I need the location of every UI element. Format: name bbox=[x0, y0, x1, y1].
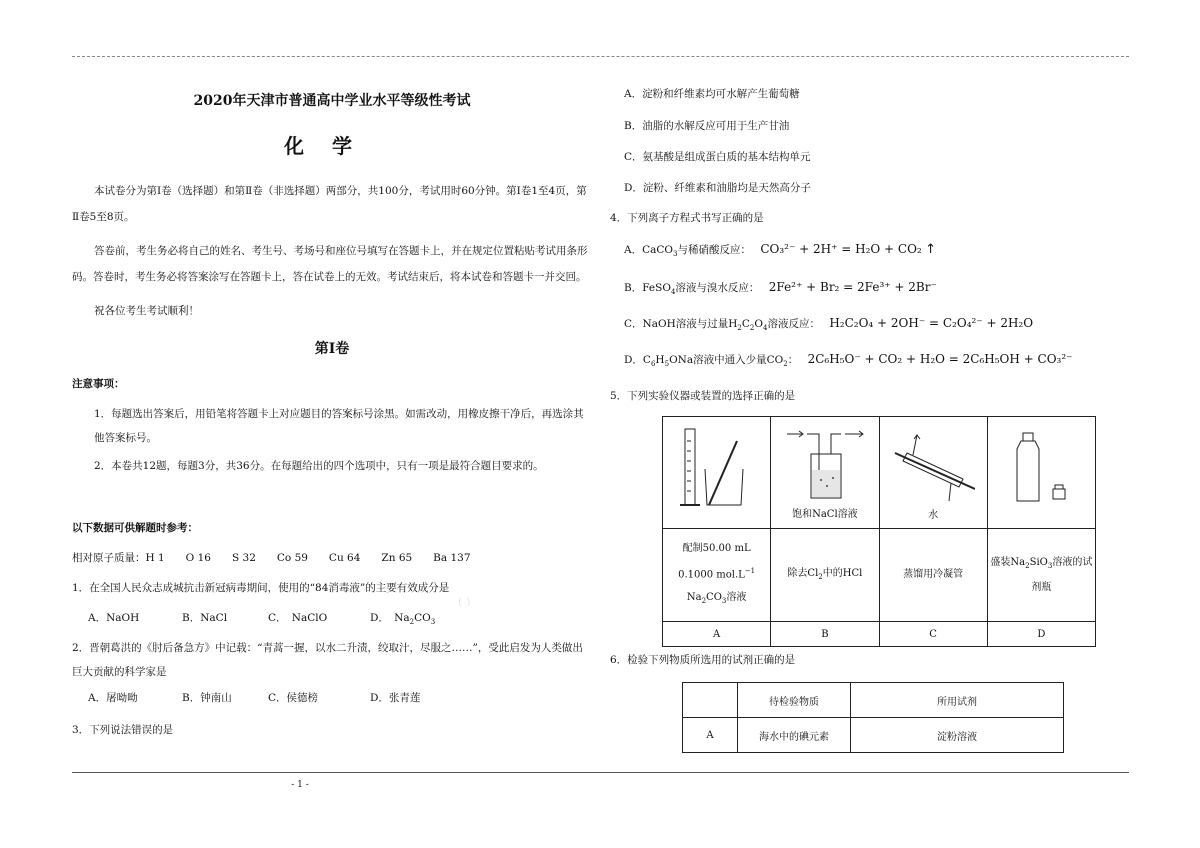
q1-option-c: C． NaClO bbox=[268, 612, 328, 624]
caption-a: 配制50.00 mL 0.1000 $mol.L^{-1}$ $Na_2CO_3$溶液 bbox=[663, 529, 771, 622]
caption-c: 蒸馏用冷凝管 bbox=[879, 529, 987, 622]
condenser-icon bbox=[891, 425, 975, 509]
q5-apparatus-table bbox=[662, 416, 1096, 647]
q4-b-formula: 2Fe²⁺ + Br₂ = 2Fe³⁺ + 2Br⁻ bbox=[768, 280, 937, 294]
q1-option-a: A．NaOH bbox=[88, 612, 140, 624]
note-item-2: 2．本卷共12题，每题3分，共36分。在每题给出的四个选项中，只有一项是最符合题目要求的。 bbox=[94, 460, 544, 472]
q4-a-formula: CO₃²⁻ + 2H⁺ = H₂O + CO₂ bbox=[760, 242, 922, 256]
notes-heading: 注意事项： bbox=[72, 378, 125, 390]
q2-option-a: A．屠呦呦 bbox=[88, 692, 138, 704]
q6-header-1: 待检验物质 bbox=[738, 683, 851, 718]
table-row bbox=[683, 718, 1064, 753]
q3-option-a: A．淀粉和纤维素均可水解产生葡萄糖 bbox=[624, 88, 800, 100]
q4-c-formula: H₂C₂O₄ + 2OH⁻ = C₂O₄²⁻ + 2H₂O bbox=[829, 316, 1034, 330]
reagent-bottle-icon bbox=[999, 421, 1083, 521]
intro-paragraph-2: 答卷前，考生务必将自己的姓名、考生号、考场号和座位号填写在答题卡上，并在规定位置粘贴考试用条形码。答卷时，考生务必将答案涂写在答题卡上，答在试卷上的无效。考试结束后，将本试卷和答题卡一并交回。 bbox=[72, 245, 588, 283]
apparatus-a-cell bbox=[663, 417, 771, 529]
q1-option-d: D． $Na_2CO_3$ bbox=[370, 612, 436, 627]
q2-option-b: B．钟南山 bbox=[182, 692, 232, 704]
apparatus-b-cell bbox=[771, 417, 879, 529]
q3-option-b: B．油脂的水解反应可用于生产甘油 bbox=[624, 120, 790, 132]
up-arrow-icon: ↑ bbox=[925, 242, 936, 257]
gas-washing-bottle-icon bbox=[783, 426, 867, 506]
q6-header-0 bbox=[683, 683, 738, 718]
page-number: - 1 - bbox=[291, 780, 309, 790]
apparatus-d-cell bbox=[987, 417, 1095, 529]
apparatus-c-cell bbox=[879, 417, 987, 529]
volume-heading: 第Ⅰ卷 bbox=[314, 341, 350, 357]
top-rule bbox=[72, 56, 1129, 57]
q6-reagent-table bbox=[682, 682, 1064, 753]
question-6-stem: 6．检验下列物质所选用的试剂正确的是 bbox=[610, 654, 796, 666]
caption-b: 除去$Cl_2$中的HCl bbox=[771, 529, 879, 622]
label-b: B bbox=[771, 622, 879, 647]
faint-watermark: （ ） bbox=[452, 597, 477, 609]
label-c: C bbox=[879, 622, 987, 647]
q4-d-formula: 2C₆H₅O⁻ + CO₂ + H₂O = 2C₆H₅OH + CO₃²⁻ bbox=[807, 352, 1073, 366]
question-3-stem: 3．下列说法错误的是 bbox=[72, 724, 174, 736]
apparatus-b-label: 饱和NaCl溶液 bbox=[792, 508, 858, 520]
question-1-stem: 1．在全国人民众志成城抗击新冠病毒期间，使用的“84消毒液”的主要有效成分是 bbox=[72, 582, 450, 594]
question-4-stem: 4．下列离子方程式书写正确的是 bbox=[610, 212, 764, 224]
intro-paragraph-1: 本试卷分为第Ⅰ卷（选择题）和第Ⅱ卷（非选择题）两部分，共100分，考试用时60分钟。第Ⅰ卷1至4页，第Ⅱ卷5至8页。 bbox=[72, 185, 587, 223]
q4-option-a: A．CaCO$_3$与稀硝酸反应： CO₃²⁻ + 2H⁺ = H₂O + CO₂ ↑ bbox=[624, 242, 936, 259]
atomic-masses: 相对原子质量：H 1 O 16 S 32 Co 59 Cu 64 Zn 65 Ba 137 bbox=[72, 552, 471, 564]
q2-option-d: D．张青莲 bbox=[370, 692, 421, 704]
q6-row-label: A bbox=[683, 718, 738, 753]
label-d: D bbox=[987, 622, 1095, 647]
reference-heading: 以下数据可供解题时参考： bbox=[72, 522, 198, 534]
apparatus-c-label: 水 bbox=[928, 509, 939, 521]
label-a: A bbox=[663, 622, 771, 647]
exam-title: 2020年天津市普通高中学业水平等级性考试 bbox=[193, 93, 471, 109]
q4-option-d: D．$C_6H_5ONa$溶液中通入少量$CO_2$： 2C₆H₅O⁻ + CO₂ + H₂O = 2C₆H₅OH + CO₃²⁻ bbox=[624, 352, 1073, 369]
q1-option-b: B．NaCl bbox=[182, 612, 228, 624]
caption-d: 盛装$Na_2SiO_3$溶液的试剂瓶 bbox=[987, 529, 1095, 622]
intro-paragraph-3: 祝各位考生考试顺利！ bbox=[94, 305, 199, 317]
q3-option-c: C．氨基酸是组成蛋白质的基本结构单元 bbox=[624, 151, 811, 163]
q6-row-substance: 海水中的碘元素 bbox=[738, 718, 851, 753]
question-2-stem: 2．晋朝葛洪的《肘后备急方》中记载：“青蒿一握，以水二升渍，绞取汁，尽服之……”，受此启发为人类做出巨大贡献的科学家是 bbox=[72, 642, 583, 678]
question-5-stem: 5．下列实验仪器或装置的选择正确的是 bbox=[610, 390, 796, 402]
q2-option-c: C．侯德榜 bbox=[268, 692, 319, 704]
q4-option-c: C．NaOH溶液与过量$H_2C_2O_4$溶液反应： H₂C₂O₄ + 2OH⁻ = C₂O₄²⁻ + 2H₂O bbox=[624, 316, 1034, 333]
q6-row-reagent: 淀粉溶液 bbox=[851, 718, 1064, 753]
bottom-rule bbox=[72, 772, 1129, 773]
graduated-cylinder-beaker-icon bbox=[675, 417, 759, 525]
note-item-1: 1．每题选出答案后，用铅笔将答题卡上对应题目的答案标号涂黑。如需改动，用橡皮擦干净后，再选涂其他答案标号。 bbox=[94, 408, 584, 444]
q6-header-2: 所用试剂 bbox=[851, 683, 1064, 718]
subject-title: 化学 bbox=[284, 134, 380, 158]
q3-option-d: D．淀粉、纤维素和油脂均是天然高分子 bbox=[624, 182, 811, 194]
q4-option-b: B．FeSO$_4$溶液与溴水反应： 2Fe²⁺ + Br₂ = 2Fe³⁺ + 2Br⁻ bbox=[624, 280, 937, 297]
